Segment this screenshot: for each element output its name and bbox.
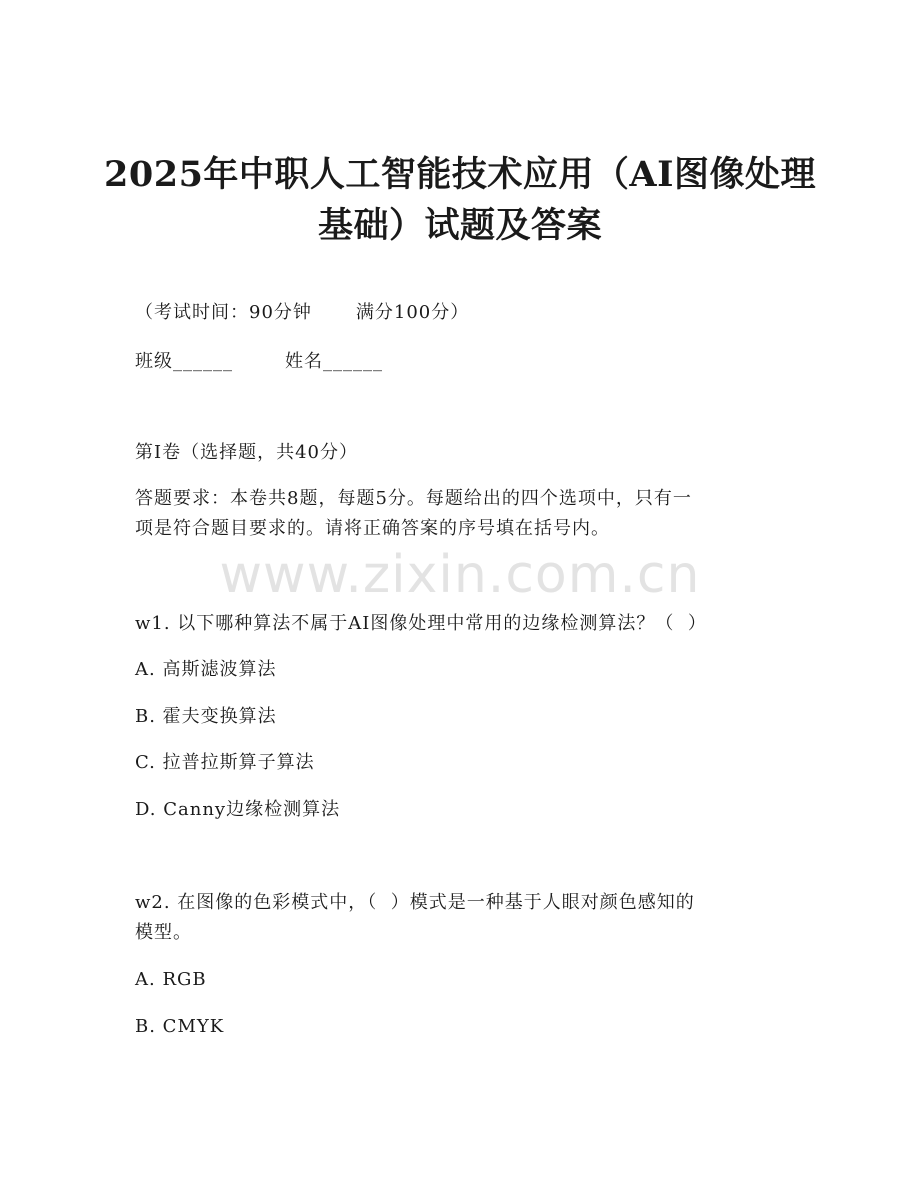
watermark: www.zixin.com.cn xyxy=(219,545,701,605)
title-line-1: 2025年中职人工智能技术应用（AI图像处理 xyxy=(104,154,816,195)
question-1-option-a: A. 高斯滤波算法 xyxy=(135,659,277,680)
question-1-option-c: C. 拉普拉斯算子算法 xyxy=(135,752,315,773)
question-1-stem: w1. 以下哪种算法不属于AI图像处理中常用的边缘检测算法？（ ） xyxy=(135,613,707,634)
title-line-2: 基础）试题及答案 xyxy=(317,205,602,246)
full-score: 满分100分） xyxy=(355,302,470,323)
student-info xyxy=(135,351,383,373)
question-1-option-b: B. 霍夫变换算法 xyxy=(135,706,277,727)
instructions-line-1: 答题要求：本卷共8题，每题5分。每题给出的四个选项中，只有一 xyxy=(135,488,692,509)
question-2-option-b: B. CMYK xyxy=(135,1016,225,1037)
class-field: 班级______ xyxy=(135,351,233,372)
exam-time: （考试时间：90分钟 xyxy=(135,302,312,323)
question-1-option-d: D. Canny边缘检测算法 xyxy=(135,799,341,820)
section-heading: 第I卷（选择题，共40分） xyxy=(135,442,359,463)
name-field: 姓名______ xyxy=(285,351,383,372)
question-2-stem-line-2: 模型。 xyxy=(135,922,192,943)
instructions-line-2: 项是符合题目要求的。请将正确答案的序号填在括号内。 xyxy=(135,518,610,539)
question-2-stem-line-1: w2. 在图像的色彩模式中，（ ）模式是一种基于人眼对颜色感知的 xyxy=(135,892,695,913)
exam-meta xyxy=(135,302,469,324)
question-2-option-a: A. RGB xyxy=(135,969,207,990)
